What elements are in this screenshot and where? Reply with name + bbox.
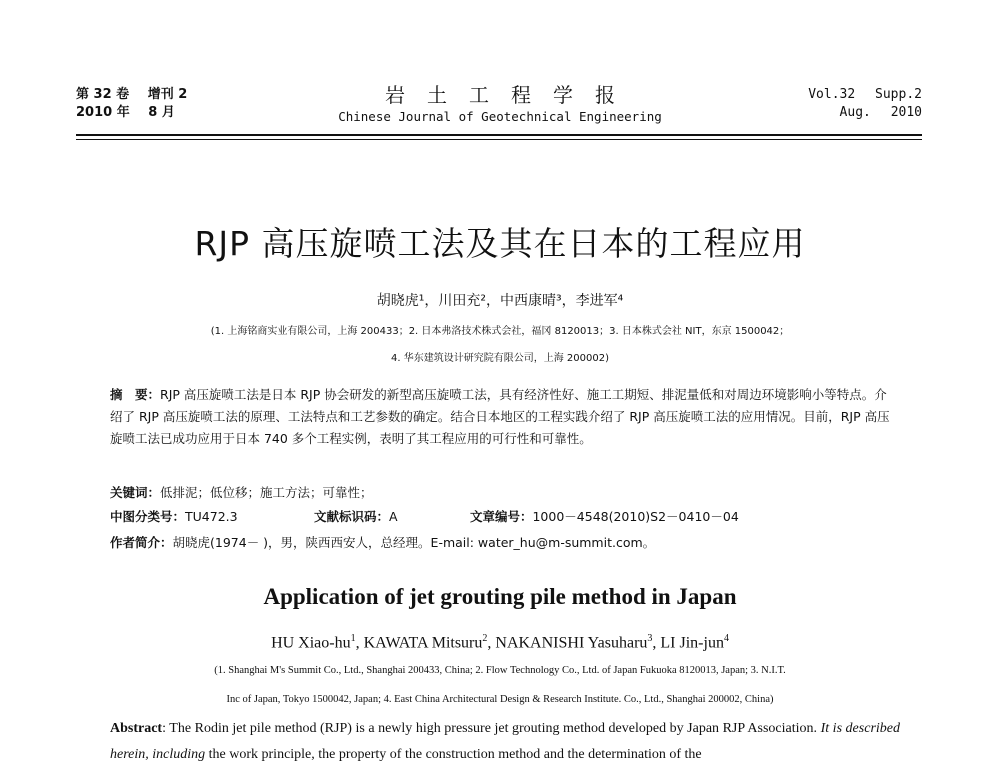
paper-title-en: Application of jet grouting pile method in Japan: [263, 584, 737, 609]
abstract-cn-text: RJP 高压旋喷工法是日本 RJP 协会研发的新型高压旋喷工法，具有经济性好、施工工期短、排泥量低和对周边环境影响小等特点。介绍了 RJP 高压旋喷工法的原理、工法特点和工艺参数的确定。结合日本地区的工程实践介绍了 RJP 高压旋喷工法的应用情况。目前，RJP 高压旋喷工法已成功应用于日本 740 多个工程实例，表明了其工程应用的可行性和可靠性。: [110, 387, 890, 446]
header-rule-thin: [76, 139, 922, 140]
bio-label: 作者简介：: [110, 535, 173, 550]
volume-cn: 第 32 卷: [76, 87, 130, 102]
header-right: [808, 86, 922, 122]
authors-cn: 胡晓虎¹，川田充²，中西康晴³，李进军⁴: [376, 293, 624, 309]
year-cn: 2010 年: [76, 105, 130, 120]
clc-label: 中图分类号：: [110, 509, 186, 524]
abstract-en-label: Abstract: [110, 721, 163, 736]
doc-code-value: A: [389, 509, 398, 524]
abstract-en-text-2-italic: It is described herein, including: [110, 721, 900, 762]
supplement-en: Supp.2: [875, 87, 922, 102]
abstract-cn-label: 摘 要：: [110, 387, 161, 402]
abstract-en: [110, 716, 900, 768]
author-en-3: NAKANISHI Yasuharu: [495, 634, 648, 652]
header-rule-thick: [76, 134, 922, 136]
month-cn: 8 月: [148, 105, 175, 120]
paper-title-cn: RJP 高压旋喷工法及其在日本的工程应用: [194, 224, 806, 263]
bio-text: 胡晓虎(1974－ )，男，陕西西安人，总经理。E-mail: water_hu@m-summit.com。: [172, 535, 656, 550]
journal-title-cn: 岩土工程学报: [385, 83, 637, 107]
clc-value: TU472.3: [185, 509, 238, 524]
affiliation-cn-line-2: 4. 华东建筑设计研究院有限公司，上海 200002): [391, 353, 609, 364]
author-en-1-affil: 1: [350, 633, 356, 644]
affiliation-en-line-2: Inc of Japan, Tokyo 1500042, Japan; 4. East China Architectural Design & Research Institute. Co., Ltd., Shanghai 200002, China): [226, 694, 774, 705]
author-en-2-affil: 2: [482, 633, 488, 644]
author-en-2: KAWATA Mitsuru: [363, 634, 483, 652]
author-en-4-affil: 4: [723, 633, 729, 644]
affiliation-en-line-1: (1. Shanghai M's Summit Co., Ltd., Shanghai 200433, China; 2. Flow Technology Co., Ltd. of Japan Fukuoka 8120013, Japan; 3. N.I.T.: [214, 665, 786, 676]
supplement-cn: 增刊 2: [147, 87, 188, 102]
volume-en: Vol.32: [808, 87, 856, 102]
doc-code-label: 文献标识码：: [313, 509, 389, 524]
classification-line: [110, 507, 900, 525]
keywords-label: 关键词：: [110, 485, 161, 500]
abstract-en-text-1: : The Rodin jet pile method (RJP) is a newly high pressure jet grouting method developed by Japan RJP Association.: [162, 721, 818, 736]
month-en: Aug.: [839, 105, 871, 120]
article-number-label: 文章编号：: [469, 509, 533, 524]
keywords: [110, 483, 900, 501]
journal-title-en: Chinese Journal of Geotechnical Engineering: [338, 109, 662, 124]
abstract-en-text-2: the work principle, the property of the construction method and the determination of the: [205, 747, 702, 762]
author-en-4: LI Jin-jun: [660, 634, 724, 652]
keywords-text: 低排泥；低位移；施工方法；可靠性；: [160, 485, 373, 500]
year-en: 2010: [890, 105, 922, 120]
abstract-cn: [110, 384, 890, 450]
author-en-1: HU Xiao-hu: [271, 634, 351, 652]
author-en-3-affil: 3: [647, 633, 653, 644]
authors-en: HU Xiao-$hu^1$, KAWATA Mitsuru$^2$, NAKANISHI Yasuharu$^3$, LI Jin-jun$^4$: [271, 633, 729, 652]
affiliation-cn-line-1: (1. 上海铭商实业有限公司，上海 200433；2. 日本弗洛技术株式会社，福冈 8120013；3. 日本株式会社 NIT，东京 1500042；: [210, 326, 790, 337]
author-bio: [110, 533, 900, 551]
article-number-value: 1000－4548(2010)S2－0410－04: [532, 509, 739, 524]
